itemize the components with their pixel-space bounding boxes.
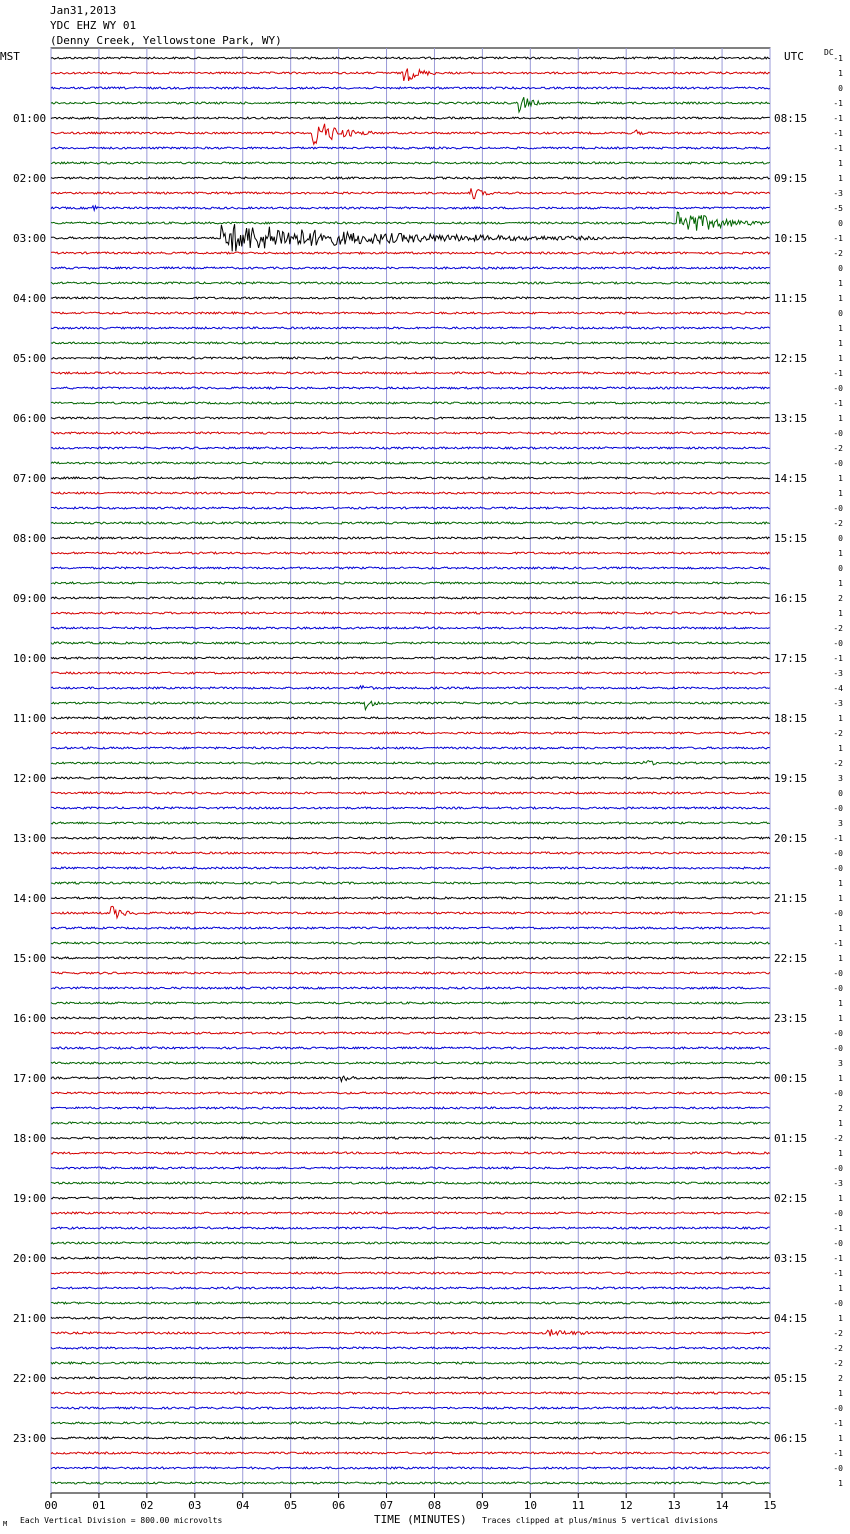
- seismic-trace: [51, 777, 770, 779]
- x-tick-label: 13: [667, 1499, 681, 1512]
- dc-offset-label: 1: [838, 999, 843, 1008]
- seismic-trace: [51, 1076, 770, 1081]
- seismic-trace: [51, 1317, 770, 1319]
- dc-offset-label: -1: [833, 234, 843, 243]
- dc-offset-label: 2: [838, 594, 843, 603]
- mst-hour-label: 05:00: [13, 352, 47, 365]
- seismic-trace: [51, 1377, 770, 1379]
- dc-offset-label: -0: [833, 1299, 843, 1308]
- mst-hour-label: 22:00: [13, 1372, 47, 1385]
- seismic-trace: [51, 522, 770, 524]
- dc-offset-label: -1: [833, 1419, 843, 1428]
- dc-offset-label: -3: [833, 1179, 843, 1188]
- station-location: (Denny Creek, Yellowstone Park, WY): [50, 34, 282, 47]
- dc-offset-label: -0: [833, 1089, 843, 1098]
- seismic-trace: [51, 387, 770, 389]
- dc-offset-label: 1: [838, 1014, 843, 1023]
- x-tick-label: 05: [284, 1499, 298, 1512]
- dc-offset-label: -1: [833, 399, 843, 408]
- dc-offset-label: -0: [833, 864, 843, 873]
- seismic-trace: [51, 717, 770, 719]
- dc-offset-label: -0: [833, 1209, 843, 1218]
- seismic-trace: [51, 1302, 770, 1304]
- x-tick-label: 06: [331, 1499, 346, 1512]
- seismic-trace: [51, 357, 770, 359]
- seismic-trace: [51, 177, 770, 179]
- seismic-trace: [51, 492, 770, 494]
- utc-hour-label: 20:15: [774, 832, 808, 845]
- seismic-trace: [51, 224, 770, 251]
- x-tick-label: 03: [188, 1499, 202, 1512]
- dc-offset-label: 0: [838, 309, 843, 318]
- seismic-trace: [51, 972, 770, 974]
- seismic-trace: [51, 1122, 770, 1124]
- dc-offset-label: 3: [838, 774, 843, 783]
- mst-hour-label: 01:00: [13, 112, 47, 125]
- dc-offset-label: -0: [833, 804, 843, 813]
- dc-offset-label: 1: [838, 1434, 843, 1443]
- dc-offset-label: -0: [833, 969, 843, 978]
- dc-offset-label: -1: [833, 114, 843, 123]
- seismic-trace: [51, 657, 770, 659]
- utc-hour-label: 01:15: [774, 1132, 808, 1145]
- seismic-trace: [51, 57, 770, 59]
- dc-offset-label: -2: [833, 759, 843, 768]
- dc-offset-label: 1: [838, 549, 843, 558]
- mst-hour-label: 14:00: [13, 892, 47, 905]
- dc-offset-label: 1: [838, 324, 843, 333]
- dc-offset-label: 0: [838, 264, 843, 273]
- dc-offset-label: 1: [838, 924, 843, 933]
- utc-hour-label: 09:15: [774, 172, 808, 185]
- seismic-trace: [51, 1152, 770, 1154]
- seismic-trace: [51, 1092, 770, 1094]
- seismic-trace: [51, 162, 770, 164]
- seismic-trace: [51, 69, 770, 81]
- seismic-trace: [51, 732, 770, 734]
- x-tick-label: 09: [475, 1499, 490, 1512]
- scale-note: Each Vertical Division = 800.00 microvolts: [20, 1516, 223, 1525]
- seismic-trace: [51, 432, 770, 434]
- dc-offset-label: -1: [833, 834, 843, 843]
- mst-hour-label: 15:00: [13, 952, 47, 965]
- dc-offset-label: 3: [838, 819, 843, 828]
- utc-hour-label: 22:15: [774, 952, 808, 965]
- seismic-trace: [51, 124, 770, 145]
- seismic-trace: [51, 327, 770, 329]
- seismic-trace: [51, 372, 770, 374]
- mst-hour-label: 02:00: [13, 172, 47, 185]
- x-tick-label: 04: [236, 1499, 250, 1512]
- dc-offset-label: -3: [833, 669, 843, 678]
- seismic-trace: [51, 927, 770, 929]
- mst-hour-label: 18:00: [13, 1132, 47, 1145]
- dc-offset-label: 1: [838, 1194, 843, 1203]
- seismic-trace: [51, 957, 770, 959]
- dc-offset-label: 3: [838, 1059, 843, 1068]
- mst-hour-label: 09:00: [13, 592, 47, 605]
- utc-hour-label: 12:15: [774, 352, 808, 365]
- station-code: YDC EHZ WY 01: [50, 19, 137, 32]
- dc-offset-label: -2: [833, 1359, 843, 1368]
- seismic-trace: [51, 567, 770, 569]
- mst-hour-label: 23:00: [13, 1432, 47, 1445]
- dc-offset-label: 1: [838, 279, 843, 288]
- dc-offset-label: -0: [833, 429, 843, 438]
- dc-offset-label: -0: [833, 984, 843, 993]
- logo-mark: M: [3, 1520, 8, 1528]
- utc-hour-label: 23:15: [774, 1012, 808, 1025]
- dc-offset-label: -1: [833, 1224, 843, 1233]
- utc-hour-label: 15:15: [774, 532, 808, 545]
- utc-hour-label: 21:15: [774, 892, 808, 905]
- seismic-trace: [51, 612, 770, 614]
- dc-offset-label: -2: [833, 1344, 843, 1353]
- utc-hour-label: 06:15: [774, 1432, 808, 1445]
- mst-hour-label: 08:00: [13, 532, 47, 545]
- seismic-trace: [51, 402, 770, 404]
- dc-offset-label: 1: [838, 339, 843, 348]
- seismic-trace: [51, 867, 770, 869]
- seismic-trace: [51, 1182, 770, 1184]
- seismic-trace: [51, 297, 770, 299]
- dc-offset-label: -1: [833, 939, 843, 948]
- utc-label: UTC: [784, 50, 804, 63]
- dc-offset-label: -1: [833, 654, 843, 663]
- seismic-trace: [51, 1137, 770, 1139]
- seismic-trace: [51, 582, 770, 584]
- x-tick-label: 11: [571, 1499, 585, 1512]
- dc-offset-label: -0: [833, 1404, 843, 1413]
- seismic-trace: [51, 1467, 770, 1469]
- seismic-trace: [51, 1329, 770, 1336]
- dc-offset-label: 1: [838, 1479, 843, 1488]
- dc-offset-label: 1: [838, 159, 843, 168]
- x-axis-title: TIME (MINUTES): [374, 1513, 467, 1526]
- seismic-trace: [51, 87, 770, 89]
- seismic-trace: [51, 642, 770, 644]
- seismic-trace: [51, 1107, 770, 1109]
- dc-offset-label: -0: [833, 1029, 843, 1038]
- seismic-trace: [51, 1197, 770, 1199]
- x-tick-label: 01: [92, 1499, 106, 1512]
- utc-hour-label: 04:15: [774, 1312, 808, 1325]
- mst-label: MST: [0, 50, 20, 63]
- dc-offset-label: -1: [833, 369, 843, 378]
- dc-offset-label: 1: [838, 714, 843, 723]
- seismic-trace: [51, 1242, 770, 1244]
- utc-hour-label: 00:15: [774, 1072, 808, 1085]
- dc-offset-label: -0: [833, 384, 843, 393]
- seismic-trace: [51, 1452, 770, 1454]
- dc-offset-label: 1: [838, 744, 843, 753]
- dc-offset-label: -2: [833, 249, 843, 258]
- dc-offset-label: 1: [838, 1119, 843, 1128]
- mst-hour-label: 19:00: [13, 1192, 47, 1205]
- mst-hour-label: 07:00: [13, 472, 47, 485]
- seismic-trace: [51, 1017, 770, 1019]
- seismic-trace: [51, 1437, 770, 1439]
- seismic-trace: [51, 1167, 770, 1169]
- dc-offset-label: -0: [833, 1239, 843, 1248]
- x-tick-label: 08: [427, 1499, 442, 1512]
- seismic-trace: [51, 627, 770, 629]
- x-tick-label: 07: [379, 1499, 394, 1512]
- utc-hour-label: 19:15: [774, 772, 808, 785]
- clip-note: Traces clipped at plus/minus 5 vertical divisions: [482, 1516, 719, 1525]
- dc-offset-label: 1: [838, 1074, 843, 1083]
- x-tick-label: 02: [140, 1499, 154, 1512]
- seismic-trace: [51, 1362, 770, 1364]
- dc-offset-label: 1: [838, 1149, 843, 1158]
- dc-offset-label: 0: [838, 564, 843, 573]
- dc-offset-label: -1: [833, 1269, 843, 1278]
- seismic-trace: [51, 342, 770, 344]
- dc-offset-label: 1: [838, 414, 843, 423]
- dc-offset-label: -1: [833, 54, 843, 63]
- seismic-trace: [51, 1227, 770, 1229]
- seismic-trace: [51, 672, 770, 674]
- seismic-trace: [51, 1287, 770, 1289]
- seismic-trace: [51, 1482, 770, 1484]
- seismic-trace: [51, 188, 770, 198]
- seismic-trace: [51, 117, 770, 119]
- utc-hour-label: 10:15: [774, 232, 808, 245]
- dc-offset-label: -5: [833, 204, 843, 213]
- dc-offset-label: 1: [838, 579, 843, 588]
- utc-hour-label: 11:15: [774, 292, 808, 305]
- mst-hour-label: 10:00: [13, 652, 47, 665]
- seismic-trace: [51, 462, 770, 464]
- seismic-trace: [51, 852, 770, 854]
- seismic-trace: [51, 537, 770, 539]
- seismic-trace: [51, 597, 770, 599]
- plot-frame: [51, 48, 770, 1493]
- dc-offset-label: 1: [838, 174, 843, 183]
- seismic-trace: [51, 1062, 770, 1064]
- seismic-trace: [51, 252, 770, 254]
- dc-offset-label: 1: [838, 69, 843, 78]
- dc-label: DC: [824, 48, 834, 57]
- seismic-trace: [51, 1002, 770, 1004]
- seismic-trace: [51, 1032, 770, 1034]
- x-tick-label: 12: [619, 1499, 633, 1512]
- dc-offset-label: 0: [838, 534, 843, 543]
- seismic-trace: [51, 97, 770, 112]
- seismic-trace: [51, 942, 770, 944]
- seismic-trace: [51, 1407, 770, 1409]
- x-tick-label: 10: [523, 1499, 537, 1512]
- seismic-trace: [51, 417, 770, 419]
- seismic-trace: [51, 1392, 770, 1394]
- seismic-trace: [51, 837, 770, 839]
- seismic-trace: [51, 312, 770, 314]
- dc-offset-label: 1: [838, 474, 843, 483]
- seismic-trace: [51, 282, 770, 284]
- mst-hour-label: 17:00: [13, 1072, 47, 1085]
- dc-offset-label: -0: [833, 1044, 843, 1053]
- seismic-trace: [51, 822, 770, 824]
- mst-hour-label: 04:00: [13, 292, 47, 305]
- dc-offset-label: 1: [838, 609, 843, 618]
- x-tick-label: 00: [44, 1499, 58, 1512]
- dc-offset-label: -0: [833, 909, 843, 918]
- dc-offset-label: 1: [838, 879, 843, 888]
- seismic-trace: [51, 1257, 770, 1259]
- dc-offset-label: -1: [833, 144, 843, 153]
- mst-hour-label: 13:00: [13, 832, 47, 845]
- seismic-trace: [51, 686, 770, 690]
- mst-hour-label: 12:00: [13, 772, 47, 785]
- record-date: Jan31,2013: [50, 4, 117, 17]
- dc-offset-label: -1: [833, 99, 843, 108]
- dc-offset-label: -2: [833, 729, 843, 738]
- seismic-trace: [51, 701, 770, 709]
- dc-offset-label: -2: [833, 1134, 843, 1143]
- dc-offset-label: -2: [833, 444, 843, 453]
- dc-offset-label: -0: [833, 639, 843, 648]
- mst-hour-label: 20:00: [13, 1252, 47, 1265]
- mst-hour-label: 11:00: [13, 712, 47, 725]
- dc-offset-label: -2: [833, 624, 843, 633]
- mst-hour-label: 16:00: [13, 1012, 47, 1025]
- dc-offset-label: 1: [838, 294, 843, 303]
- dc-offset-label: -0: [833, 504, 843, 513]
- dc-offset-label: -2: [833, 1329, 843, 1338]
- utc-hour-label: 18:15: [774, 712, 808, 725]
- seismic-trace: [51, 507, 770, 509]
- dc-offset-label: -2: [833, 519, 843, 528]
- dc-offset-label: -0: [833, 849, 843, 858]
- dc-offset-label: -1: [833, 1449, 843, 1458]
- dc-offset-label: -1: [833, 129, 843, 138]
- seismic-trace: [51, 1422, 770, 1424]
- dc-offset-label: -4: [833, 684, 843, 693]
- seismic-trace: [51, 792, 770, 794]
- dc-offset-label: 0: [838, 84, 843, 93]
- seismic-trace: [51, 1272, 770, 1274]
- utc-hour-label: 13:15: [774, 412, 808, 425]
- seismic-trace: [51, 477, 770, 479]
- dc-offset-label: -0: [833, 1164, 843, 1173]
- mst-hour-label: 06:00: [13, 412, 47, 425]
- seismic-trace: [51, 1347, 770, 1349]
- utc-hour-label: 02:15: [774, 1192, 808, 1205]
- utc-hour-label: 05:15: [774, 1372, 808, 1385]
- utc-hour-label: 14:15: [774, 472, 808, 485]
- seismic-trace: [51, 906, 770, 918]
- dc-offset-label: -0: [833, 1464, 843, 1473]
- dc-offset-label: 1: [838, 894, 843, 903]
- mst-hour-label: 03:00: [13, 232, 47, 245]
- utc-hour-label: 17:15: [774, 652, 808, 665]
- dc-offset-label: 1: [838, 489, 843, 498]
- dc-offset-label: 1: [838, 954, 843, 963]
- seismic-trace: [51, 147, 770, 149]
- seismic-trace: [51, 882, 770, 884]
- seismic-trace: [51, 267, 770, 269]
- x-tick-label: 15: [763, 1499, 777, 1512]
- dc-offset-label: 2: [838, 1374, 843, 1383]
- seismic-trace: [51, 212, 770, 231]
- seismic-trace: [51, 447, 770, 449]
- seismic-trace: [51, 897, 770, 899]
- dc-offset-label: -1: [833, 1254, 843, 1263]
- seismic-trace: [51, 1047, 770, 1049]
- dc-offset-label: 1: [838, 354, 843, 363]
- seismic-trace: [51, 206, 770, 210]
- seismic-trace: [51, 807, 770, 809]
- dc-offset-label: 0: [838, 219, 843, 228]
- dc-offset-label: 1: [838, 1314, 843, 1323]
- mst-hour-label: 21:00: [13, 1312, 47, 1325]
- seismic-trace: [51, 747, 770, 749]
- dc-offset-label: -0: [833, 459, 843, 468]
- x-tick-label: 14: [715, 1499, 729, 1512]
- dc-offset-label: -3: [833, 189, 843, 198]
- utc-hour-label: 08:15: [774, 112, 808, 125]
- dc-offset-label: 0: [838, 789, 843, 798]
- seismic-trace: [51, 987, 770, 989]
- utc-hour-label: 03:15: [774, 1252, 808, 1265]
- dc-offset-label: 2: [838, 1104, 843, 1113]
- dc-offset-label: -3: [833, 699, 843, 708]
- dc-offset-label: 1: [838, 1284, 843, 1293]
- dc-offset-label: 1: [838, 1389, 843, 1398]
- seismic-trace: [51, 761, 770, 765]
- seismic-trace: [51, 552, 770, 554]
- utc-hour-label: 16:15: [774, 592, 808, 605]
- seismic-trace: [51, 1212, 770, 1214]
